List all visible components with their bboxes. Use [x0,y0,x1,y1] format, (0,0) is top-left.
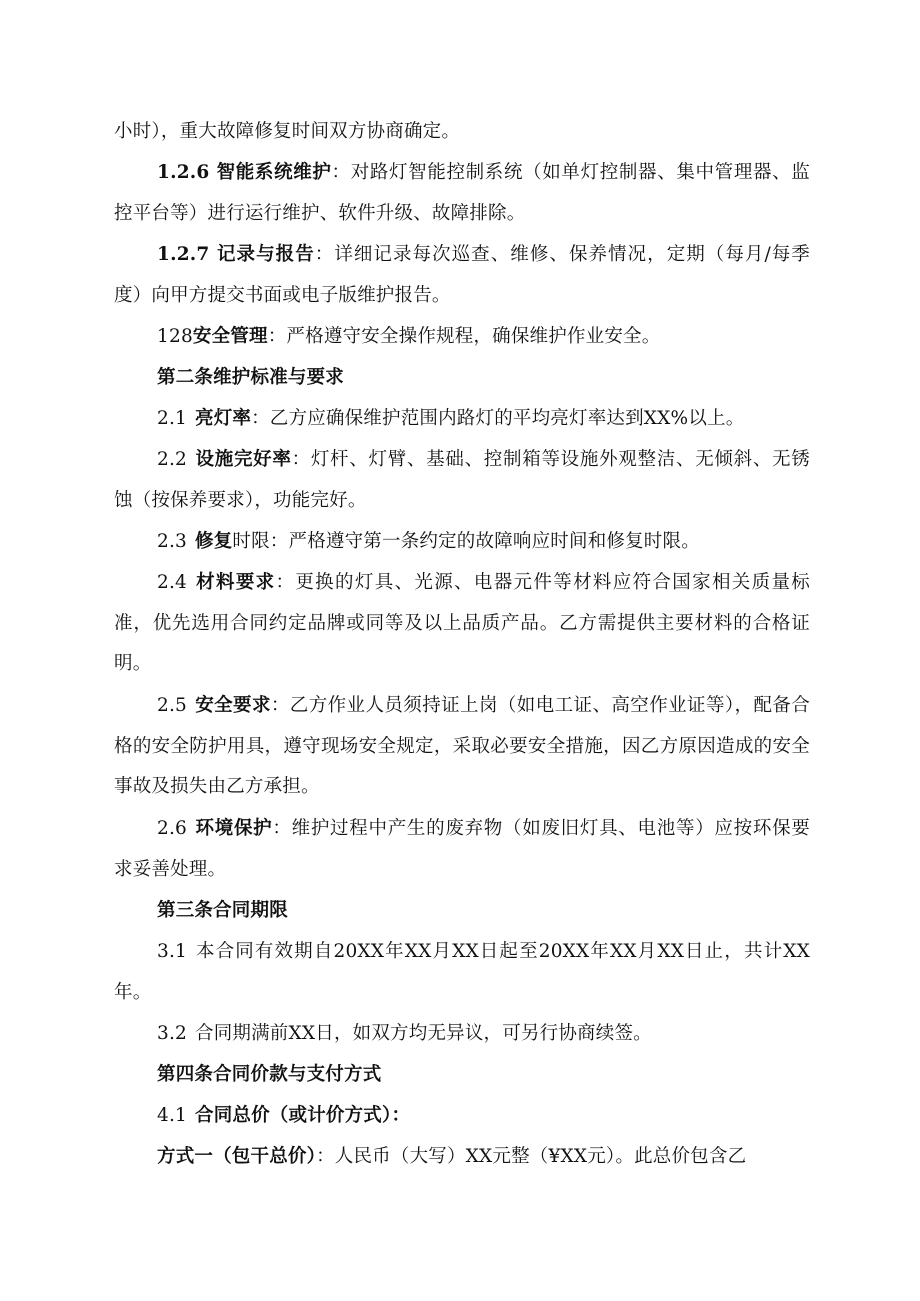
clause-label: 安全要求 [195,695,271,716]
clause-number: 2.5 [157,695,188,716]
clause-3-1 [114,932,810,1013]
clause-number: 1.2.7 [157,244,217,265]
clause-label: 方式一（包干总价） [157,1146,317,1167]
clause-text: ：更换的灯具、光源、电器元件等材料应符合国家相关质量标准，优先选用合同约定品牌或同等及以上品质产品。乙方需提供主要材料的合格证明。 [114,572,810,675]
clause-number: 2.1 [157,408,188,429]
clause-number: 1.2.6 [157,162,217,183]
clause-number: 2.4 [157,572,188,593]
clause-number: 2.6 [157,818,188,839]
clause-1-2-8 [114,317,810,358]
clause-text: 本合同有效期自20XX年XX月XX日起至20XX年XX月XX日止，共计XX年。 [114,941,810,1003]
clause-2-2 [114,440,810,521]
clause-label: 安全管理 [192,326,268,347]
clause-2-6 [114,809,810,890]
clause-1-2-7 [114,235,810,316]
pricing-method-one [114,1137,810,1178]
clause-text: ：详细记录每次巡查、维修、保养情况，定期（每月/每季度）向甲方提交书面或电子版维护报告。 [114,244,810,306]
clause-text: 时限：严格遵守第一条约定的故障响应时间和修复时限。 [232,531,700,552]
clause-text: ：灯杆、灯臂、基础、控制箱等设施外观整洁、无倾斜、无锈蚀（按保养要求），功能完好。 [114,449,810,511]
clause-1-2-6 [114,153,810,234]
clause-4-1 [114,1096,810,1137]
clause-label: 环境保护 [195,818,273,839]
clause-label: 材料要求 [195,572,276,593]
clause-2-5 [114,686,810,808]
section-heading-article-2: 第二条维护标准与要求 [157,367,345,388]
clause-text: ：乙方应确保维护范围内路灯的平均亮灯率达到XX%以上。 [251,408,745,429]
section-heading-article-4: 第四条合同价款与支付方式 [157,1064,382,1085]
paragraph-1-2-5-continuation [114,112,810,153]
clause-2-1 [114,399,810,440]
clause-label: 修复 [195,531,233,552]
clause-text: 合同期满前XX日，如双方均无异议，可另行协商续签。 [195,1023,652,1044]
clause-number: 4.1 [157,1105,188,1126]
clause-2-3 [114,522,810,563]
clause-number: 128 [157,326,193,347]
clause-text: ：对路灯智能控制系统（如单灯控制器、集中管理器、监控平台等）进行运行维护、软件升级、故障排除。 [114,162,810,224]
clause-text: ：维护过程中产生的废弃物（如废旧灯具、电池等）应按环保要求妥善处理。 [114,818,810,880]
clause-3-2 [114,1014,810,1055]
clause-label: 智能系统维护 [216,162,332,183]
paragraph-text: 小时），重大故障修复时间双方协商确定。 [114,121,461,142]
clause-number: 2.3 [157,531,188,552]
clause-text: ：人民币（大写）XX元整（¥XX元）。此总价包含乙 [316,1146,747,1167]
clause-text: ：严格遵守安全操作规程，确保维护作业安全。 [267,326,661,347]
clause-text: ：乙方作业人员须持证上岗（如电工证、高空作业证等），配备合格的安全防护用具，遵守现场安全规定，采取必要安全措施，因乙方原因造成的安全事故及损失由乙方承担。 [114,695,810,798]
section-heading-article-3: 第三条合同期限 [157,900,288,921]
clause-number: 2.2 [157,449,188,470]
clause-2-4 [114,563,810,685]
clause-label: 合同总价（或计价方式）： [195,1105,411,1126]
clause-number: 3.2 [157,1023,188,1044]
clause-label: 设施完好率 [195,449,292,470]
clause-number: 3.1 [157,941,188,962]
clause-label: 亮灯率 [195,408,252,429]
clause-label: 记录与报告 [217,244,315,265]
